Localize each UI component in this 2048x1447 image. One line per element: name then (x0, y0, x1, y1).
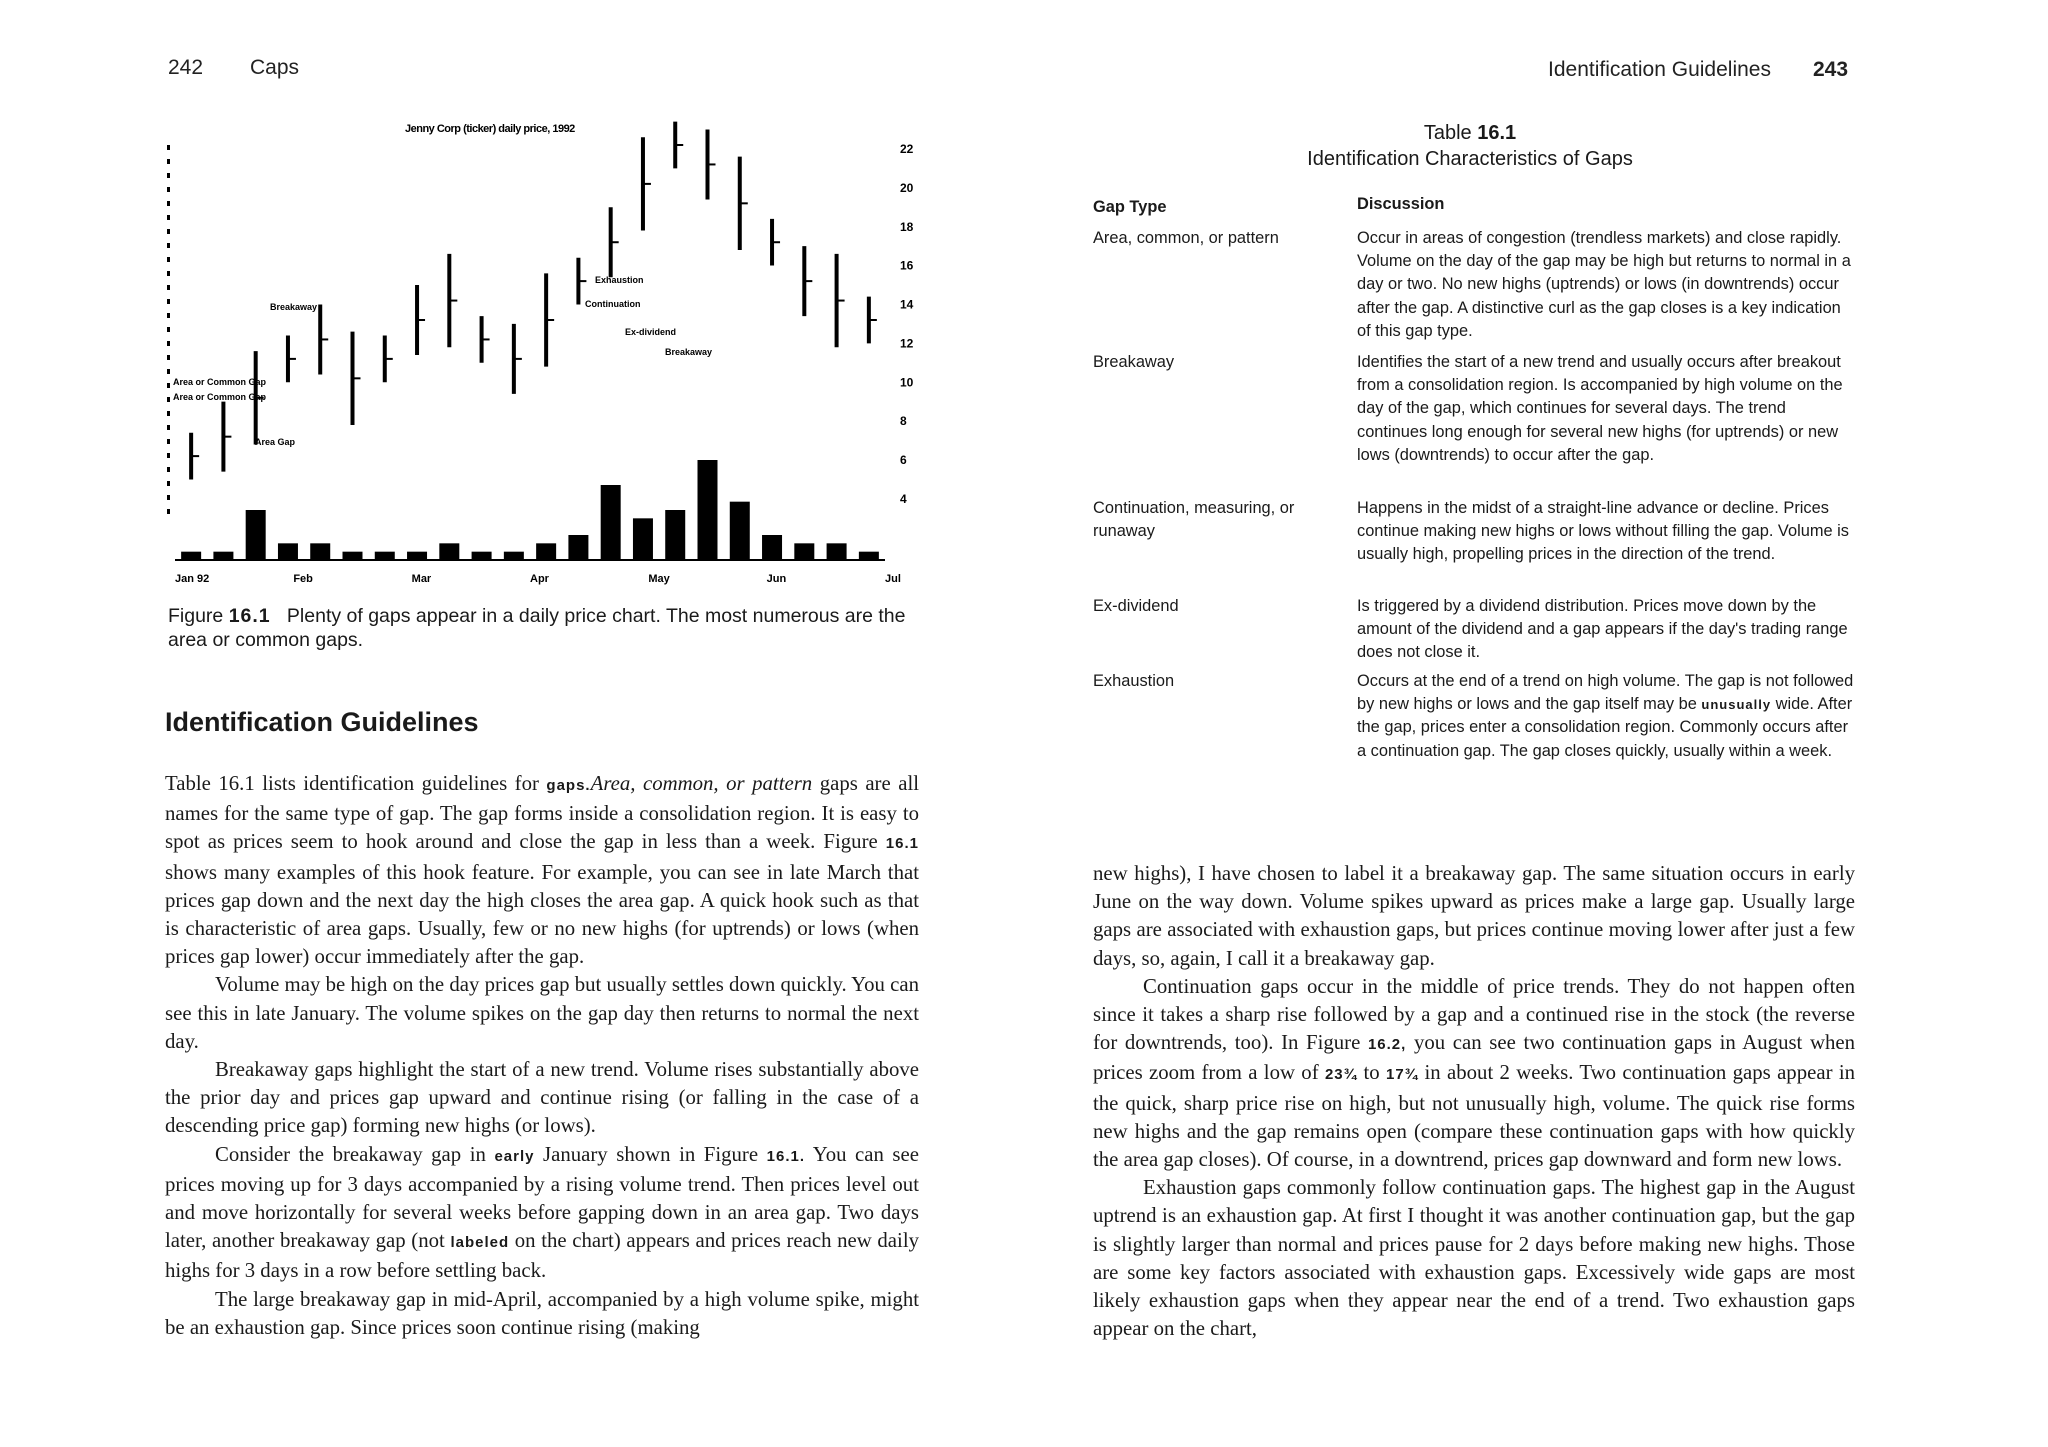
axis-dot (167, 215, 170, 220)
table-number: 16.1 (1477, 122, 1517, 144)
section-title: Identification Guidelines (165, 707, 479, 737)
axis-dot (167, 453, 170, 458)
volume-bar (439, 543, 459, 560)
axis-dot (167, 313, 170, 318)
figure-number: 16.1 (228, 605, 271, 627)
right-page-number: 243 (1813, 58, 1849, 81)
garbled-word: 23¾ (1324, 1066, 1358, 1084)
y-tick-label: 22 (900, 142, 914, 156)
axis-dot (167, 397, 170, 402)
text-run: Occurs at the end of a trend on high volume. The gap is not followed by new highs or lows and the gap itself may be (1357, 672, 1854, 714)
gap-type: Exhaustion (1093, 672, 1175, 690)
header-discussion: Discussion (1357, 195, 1445, 213)
axis-dot (167, 201, 170, 206)
axis-dot (167, 271, 170, 276)
y-tick-label: 16 (900, 258, 914, 273)
volume-bar (181, 552, 201, 560)
volume-bar (407, 552, 427, 560)
volume-bar (278, 543, 298, 560)
y-tick-label: 14 (900, 297, 914, 312)
gap-annotation: Area or Common Gap (173, 392, 267, 402)
axis-dot (167, 159, 170, 164)
left-body (165, 770, 919, 1342)
axis-dot (167, 383, 170, 388)
volume-bar (633, 518, 653, 560)
text-run: gaps are all names for the same type of gap. The gap forms inside a consolidation region. It is easy to spot as prices seem to hook around and close the gap in less than a week. Figure (165, 772, 919, 854)
price-chart (165, 115, 925, 590)
chart-title: Jenny Corp (ticker) daily price, 1992 (405, 123, 575, 135)
price-chart-svg (165, 115, 925, 590)
garbled-word: labeled (450, 1234, 510, 1252)
axis-dot (167, 327, 170, 332)
figure-caption (168, 604, 938, 652)
y-tick-label: 4 (900, 492, 907, 506)
volume-bar (536, 543, 556, 560)
volume-bar (375, 552, 395, 560)
paragraph: new highs), I have chosen to label it a breakaway gap. The same situation occurs in early June on the way down. Volume spikes upward as prices make a large gap. Usually large gaps are associated with exhaustion gaps, but prices continue moving lower after just a few days, so, again, I call it a breakaway gap. (1093, 862, 1855, 970)
text-run: in about 2 weeks. Two continuation gaps appear in the quick, sharp price rise on high, but not unusually high, volume. The quick rise forms new highs and the gap remains open (compare these continuation gaps with how quickly the area gap closes). Of course, in a downtrend, prices gap downward and form new lows. (1093, 1061, 1855, 1172)
volume-bar (246, 510, 266, 560)
gap-type: Breakaway (1093, 353, 1175, 371)
gap-discussion: Occur in areas of congestion (trendless markets) and close rapidly. Volume on the day of the gap may be high but returns to normal in a day or two. No new highs (uptrends) or lows (in downtrends) occur after the gap. A distinctive curl as the gap closes is a key indication of this gap type. (1357, 229, 1851, 340)
figure-caption-text: Plenty of gaps appear in a daily price chart. The most numerous are the area or common gaps. (168, 605, 906, 651)
volume-bar (213, 552, 233, 560)
volume-bar (472, 552, 492, 560)
garbled-word: unusually (1701, 697, 1772, 713)
axis-dot (167, 425, 170, 430)
gap-annotation: Exhaustion (595, 275, 644, 285)
text-run: on the chart) appears and prices reach new daily highs for 3 days in a row before settling back. (165, 1229, 919, 1283)
x-tick-label: Jul (885, 573, 901, 585)
text-run: Continuation gaps occur in the middle of price trends. They do not happen often since it takes a sharp rise followed by a gap and a continued rise in the stock (the reverse for downtrends, too). In Figure (1093, 974, 1855, 1055)
axis-dot (167, 257, 170, 262)
italic-term: Area, common, or pattern (590, 772, 813, 795)
axis-dot (167, 411, 170, 416)
garbled-word: 16.1. (766, 1147, 806, 1165)
text-run: January shown in Figure (534, 1142, 759, 1166)
garbled-word: 16.1 (885, 835, 919, 853)
paragraph: The large breakaway gap in mid-April, accompanied by a high volume spike, might be an exhaustion gap. Since prices soon continue rising (making (165, 1287, 919, 1339)
gap-annotation: Area Gap (255, 437, 296, 447)
y-tick-label: 8 (900, 414, 907, 429)
gap-annotation: Area or Common Gap (173, 377, 267, 387)
text-run: to (1357, 1061, 1380, 1085)
gap-discussion: Happens in the midst of a straight-line advance or decline. Prices continue making new highs or lows without filling the gap. Volume is usually high, propelling prices in the direction of the trend. (1357, 499, 1849, 564)
gap-discussion: Is triggered by a dividend distribution. Prices move down by the amount of the dividend and a gap appears if the day's trading range does not close it. (1357, 597, 1848, 662)
axis-dot (167, 285, 170, 290)
volume-bar (310, 543, 330, 560)
axis-dot (167, 439, 170, 444)
gap-annotation: Breakaway (270, 302, 318, 312)
text-run: wide. After the gap, prices enter a consolidation region. Commonly occurs after a continuation gap. The gap closes quickly, usually within a week. (1357, 695, 1853, 760)
paragraph: Breakaway gaps highlight the start of a new trend. Volume rises substantially above the prior day and prices gap upward and continue rising (or falling in the case of a descending price gap) forming new highs (or lows). (165, 1058, 919, 1138)
text-run: shows many examples of this hook feature. For example, you can see in late March that prices gap down and the next day the high closes the area gap. A quick hook such as that is characteristic of area gaps. Usually, few or no new highs (for uptrends) or lows (when prices gap lower) occur immediately after the gap. (165, 860, 919, 969)
table-title: Identification Characteristics of Gaps (1307, 148, 1633, 170)
axis-dot (167, 467, 170, 472)
figure-label: Figure (168, 605, 224, 627)
y-tick-label: 20 (900, 180, 914, 195)
gap-table (1093, 193, 1863, 793)
volume-bar (698, 460, 718, 560)
gap-annotation: Continuation (585, 299, 641, 309)
paragraph: Exhaustion gaps commonly follow continuation gaps. The highest gap in the August uptrend is an exhaustion gap. At first I thought it was another continuation gap, but the gap is slightly larger than normal and prices pause for 2 days before making new highs. Those are some key factors associated with exhaustion gaps. Excessively wide gaps are most likely exhaustion gaps when they appear near the end of a trend. Two exhaustion gaps appear on the chart, (1093, 1176, 1855, 1341)
gap-annotation: Ex-dividend (625, 327, 677, 337)
gap-annotation: Breakaway (665, 347, 713, 357)
axis-dot (167, 229, 170, 234)
axis-dot (167, 243, 170, 248)
x-tick-label: Mar (411, 573, 432, 585)
paragraph (165, 770, 919, 971)
text-run: You can see prices moving up for 3 days accompanied by a rising volume trend. Then prices level out and move horizontally for several weeks before gapping down in an area gap. Two days later, another breakaway gap (not (165, 1142, 919, 1253)
axis-dot (167, 369, 170, 374)
table-title-line1 (1090, 122, 1850, 145)
x-tick-label: Jan 92 (175, 573, 210, 585)
gap-type: Area, common, or pattern (1093, 229, 1279, 247)
axis-dot (167, 355, 170, 360)
table-label: Table (1423, 122, 1472, 144)
x-tick-label: Apr (530, 573, 549, 585)
axis-dot (167, 187, 170, 192)
volume-bar (568, 535, 588, 560)
volume-bar (859, 552, 879, 560)
garbled-word: 17¾ (1386, 1066, 1419, 1084)
volume-bar (504, 552, 524, 560)
volume-bar (827, 543, 847, 560)
paragraph: Volume may be high on the day prices gap but usually settles down quickly. You can see this in late January. The volume spikes on the gap day then returns to normal the next day. (165, 973, 919, 1053)
axis-dot (167, 495, 170, 500)
axis-dot (167, 145, 170, 150)
y-tick-label: 10 (900, 375, 914, 390)
y-tick-label: 6 (900, 453, 907, 468)
text-run: Consider the breakaway gap in (215, 1142, 486, 1166)
y-tick-label: 12 (900, 336, 914, 351)
right-body (1093, 860, 1855, 1343)
volume-bar (343, 552, 363, 560)
axis-dot (167, 173, 170, 178)
axis-dot (167, 481, 170, 486)
text-run: you can see two continuation gaps in August when prices zoom from a low of (1093, 1031, 1856, 1085)
left-page-number: 242 (168, 56, 204, 79)
x-tick-label: Feb (293, 573, 313, 585)
garbled-word: 16.2, (1367, 1036, 1407, 1054)
gap-type: Continuation, measuring, or runaway (1093, 499, 1295, 541)
x-tick-label: Jun (766, 573, 787, 585)
y-tick-label: 18 (900, 219, 914, 234)
garbled-word: gaps. (546, 777, 591, 794)
volume-bar (665, 510, 685, 560)
volume-bar (730, 502, 750, 560)
axis-dot (167, 341, 170, 346)
gap-discussion (1357, 670, 1857, 763)
right-running-head: Identification Guidelines (1548, 58, 1771, 81)
left-running-head: Caps (250, 56, 300, 79)
axis-dot (167, 299, 170, 304)
header-gap-type: Gap Type (1093, 198, 1167, 216)
volume-bar (601, 485, 621, 560)
paragraph (1093, 973, 1855, 1174)
text-run: Table 16.1 lists identification guidelines for (165, 772, 539, 795)
axis-dot (167, 509, 170, 514)
paragraph (165, 1141, 919, 1286)
volume-bar (762, 535, 782, 560)
garbled-word: early (494, 1147, 535, 1165)
gap-type: Ex-dividend (1093, 597, 1179, 615)
gap-discussion: Identifies the start of a new trend and usually occurs after breakout from a consolidation region. Is accompanied by high volume on the day of the gap, which continues for several days. The trend continues long enough for several new highs (for uptrends) or new lows (downtrends) to occur after the gap. (1357, 353, 1843, 464)
x-tick-label: May (648, 573, 670, 585)
volume-bar (794, 543, 814, 560)
